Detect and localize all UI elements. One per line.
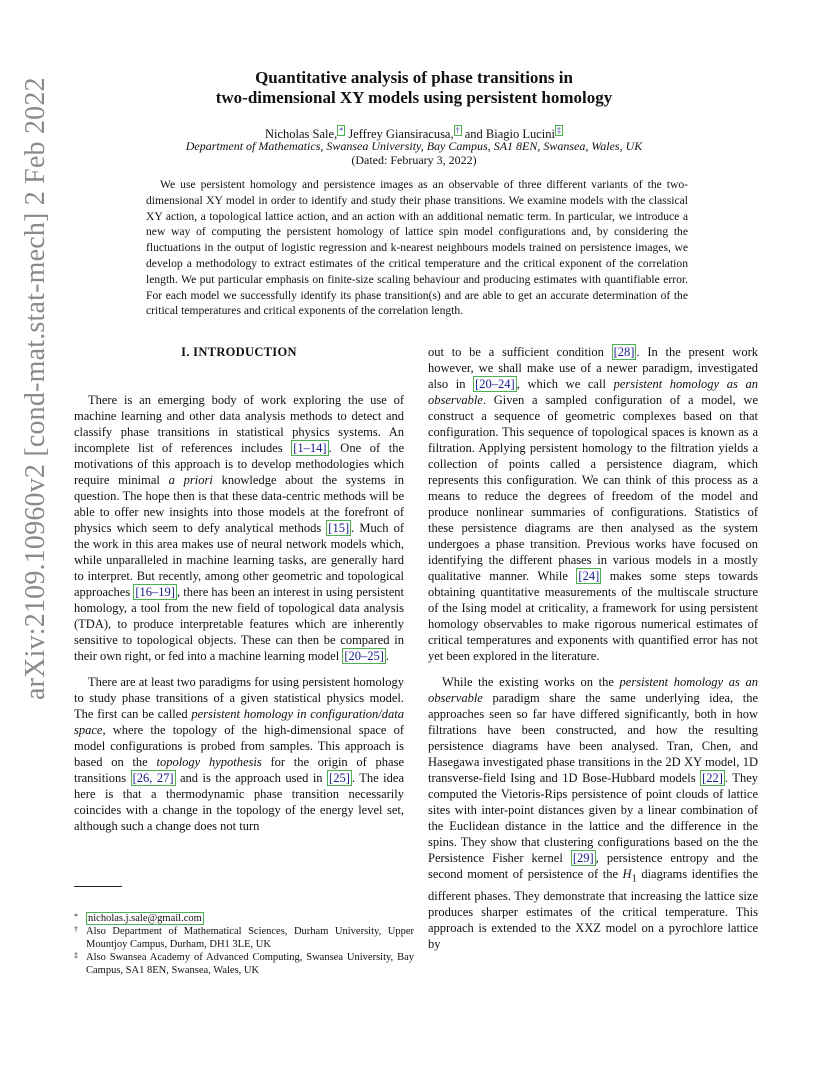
section-heading: I. INTRODUCTION [181, 345, 297, 359]
author-sale: Nicholas Sale, [264, 127, 338, 142]
paragraph: out to be a sufficient condition [28] . In the present work however, we shall make use of a newer paradigm, investigated also in [20–24] , which we call persistent homology as an observable. Given a sampled configuration of a model, we construct a sequence of geometric complexes based on that configuration. This sequence of topological spaces is known as a filtration. Applying persistent homology to the filtration yields a collection of points called a persistence diagram, which represents this configuration. We can think of this process as a means to reduce the degrees of freedom of the model and produce nonlinear summaries of configurations. Statistics of these persistence diagrams are then analysed as the system undergoes a phase transition. Previous works have focused on identifying the different phases in various models in a mostly qualitative manner. While [24] makes some steps towards obtaining quantitative measurements of the multiscale structure of the Ising model at criticality, a framework for using persistent homology observables to make rigorous numerical estimates of critical temperatures and exponents with quantified error has not yet been explored in the literature. [428, 345, 758, 663]
footnotes [74, 912, 414, 977]
paper-title [120, 68, 708, 108]
paragraph: There are at least two paradigms for using persistent homology to study phase transitions of a given statistical physics model. The first can be called persistent homology in configuration/data space, where the topology of the high-dimensional space of model configurations is probed from samples. This approach is based on the topology hypothesis for the origin of phase transitions [26, 27] and is the approach used in [25] . The idea here is that a thermodynamic phase transition necessarily coincides with a change in the topology of the energy level set, although such a change does not turn [74, 675, 405, 833]
author-lucini: and Biagio Lucini [461, 127, 555, 142]
paragraph: While the existing works on the persistent homology as an observable paradigm share the same underlying idea, the approaches seen so far have differed significantly, both in how filtrations have been constructed, and how the resulting persistence diagrams have been analysed. Tran, Chen, and Hasegawa investigated phase transitions in the 2D XY model, 1D transverse-field Ising and 1D Bose-Hubbard models [22] . They computed the Vietoris-Rips persistence of point clouds of lattice sites with inter-point distances given by a linear combination of the Euclidean distance in the lattice and the difference in the spins. They show that clustering configurations based on the the Persistence Fisher kernel [29] , persistence entropy and the second moment of persistence of the $H_1$ diagrams identifies the different phases. They demonstrate that increasing the lattice size produces sharper estimates of the critical temperature. This approach is extended to the XXZ model on a pyrochlore lattice by [428, 675, 759, 951]
footnote-star: * nicholas.j.sale@gmail.com [74, 912, 202, 924]
arxiv-identifier: arXiv:2109.10960v2 [cond-mat.stat-mech] 2 Feb 2022 [20, 77, 51, 700]
citation-link[interactable]: [24] [578, 569, 600, 583]
citation-link[interactable]: [16–19] [135, 585, 175, 599]
right-column [428, 344, 758, 952]
citation-link[interactable]: [15] [328, 521, 350, 535]
citation-link[interactable]: [20–24] [475, 377, 515, 391]
title-line-2: two-dimensional XY models using persistent homology [215, 88, 613, 107]
left-column [74, 392, 404, 834]
title-line-1: Quantitative analysis of phase transitions in [255, 68, 573, 87]
footnote-dagger: † Also Department of Mathematical Sciences, Durham University, Upper Mountjoy Campus, Durham, DH1 3LE, UK [74, 925, 414, 950]
email-link[interactable]: nicholas.j.sale@gmail.com [88, 913, 202, 924]
abstract: We use persistent homology and persistence images as an observable of three different variants of the two-dimensional XY model in order to identify and study their phase transitions. We examine models with the classical XY action, a topological lattice action, and an action with an additional nematic term. In particular, we introduce a new way of computing the persistent homology of lattice spin model configurations and, by considering the fluctuations in the output of logistic regression and k-nearest neighbours models trained on persistence images, we develop a methodology to extract estimates of the critical temperature and the critical exponent of the correlation length. We put particular emphasis on finite-size scaling behaviour and producing estimates with quantifiable error. For each model we successfully identify its phase transition(s) and are able to get an accurate determination of the critical temperatures and critical exponents of the correlation length. [146, 178, 688, 318]
footnote-link-dagger[interactable]: † [455, 126, 460, 135]
date-line: (Dated: February 3, 2022) [351, 153, 477, 167]
footnote-link-ddagger[interactable]: ‡ [557, 126, 561, 135]
footnote-ddagger: ‡ Also Swansea Academy of Advanced Computing, Swansea University, Bay Campus, SA1 8EN, Swansea, Wales, UK [74, 951, 414, 976]
citation-link[interactable]: [22] [702, 771, 723, 785]
citation-link[interactable]: [20–25] [344, 649, 384, 663]
citation-link[interactable]: [25] [329, 771, 350, 785]
citation-link[interactable]: [29] [572, 851, 594, 865]
citation-link[interactable]: [28] [613, 345, 635, 359]
author-giansiracusa: Jeffrey Giansiracusa, [345, 127, 454, 142]
footnote-link-star[interactable]: * [339, 126, 344, 135]
affiliation: Department of Mathematics, Swansea University, Bay Campus, SA1 8EN, Swansea, Wales, UK [185, 139, 643, 153]
paragraph: There is an emerging body of work exploring the use of machine learning and other data analysis methods to detect and classify phase transitions in statistical physics systems. An incomplete list of references includes [1–14] . One of the motivations of this approach is to develop methodologies which require minimal a priori knowledge about the systems in question. The hope then is that these data-centric methods will be able to offer new insights into those models at the forefront of physics which seem to defy analytical methods [15] . Much of the work in this area makes use of neural network models which, while unparalleled in machine learning tasks, are generally hard to interpret. But recently, among other geometric and topological approaches [16–19] , there has been an interest in using persistent homology, a tool from the new field of topological data analysis (TDA), to produce interpretable features which are inherently sensitive to topological objects. These can then be compared in their own right, or fed into a machine learning model [20–25] . [74, 393, 405, 663]
footnote-rule [74, 886, 122, 887]
citation-link[interactable]: [26, 27] [132, 771, 174, 785]
citation-link[interactable]: [1–14] [293, 441, 327, 455]
